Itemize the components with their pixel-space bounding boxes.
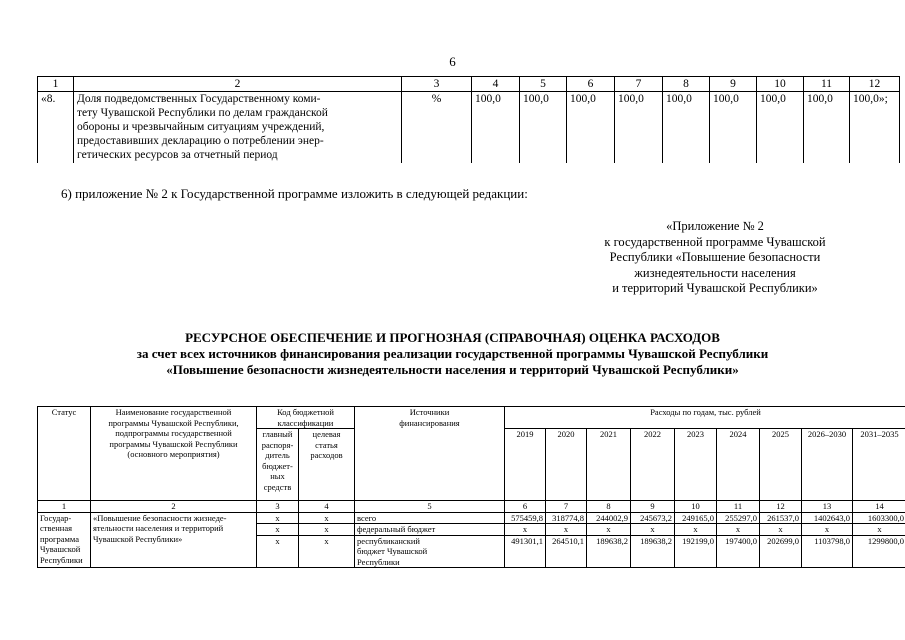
header-name-line: Наименование государственной [115,407,232,417]
column-number: 14 [853,501,905,513]
value-cell: 318774,8 [546,512,587,524]
title-line: за счет всех источников финансирования реализации государственной программы Чувашской Республики [136,346,769,361]
cs-cell: x [299,524,355,536]
column-number: 1 [38,501,91,513]
value-cell: 189638,2 [587,535,631,568]
header-main-manager [257,429,299,501]
header-cell: 3 [402,77,472,92]
value-cell: 100,0 [567,92,615,163]
table-row [38,512,905,524]
value-cell: 100,0 [615,92,663,163]
value-cell: x [546,524,587,536]
year-header: 2020 [546,429,587,501]
value-cell: 245673,2 [631,512,675,524]
header-code-line: Код бюджетной [277,407,334,417]
value-cell: 189638,2 [631,535,675,568]
header-cell: 4 [472,77,520,92]
status-line: ственная [40,523,73,533]
table-row [38,92,900,163]
value-cell: 100,0 [472,92,520,163]
header-name-line: (основного мероприятия) [127,449,220,459]
header-status: Статус [38,407,91,501]
column-number: 4 [299,501,355,513]
column-number: 10 [675,501,717,513]
status-line: Чувашской [40,544,81,554]
header-cell: 10 [757,77,804,92]
header-sources [355,407,505,501]
value-cell: 1603300,0 [853,512,905,524]
header-cell: 9 [710,77,757,92]
header-name-line: подпрограммы государственной [115,428,232,438]
value-cell: 261537,0 [760,512,802,524]
indicator-name-line: предоставивших декларацию о потреблении энер- [77,135,324,147]
gl-cell: x [257,524,299,536]
appendix-line: и территорий Чувашской Республики» [612,281,818,295]
column-number: 12 [760,501,802,513]
value-cell: 192199,0 [675,535,717,568]
program-name-line: ятельности населения и территорий [93,523,224,533]
value-cell: 100,0 [520,92,567,163]
header-gl-line: ных [270,471,285,481]
column-number: 11 [717,501,760,513]
value-cell: 491301,1 [505,535,546,568]
value-cell: x [631,524,675,536]
source-line: Республики [357,556,400,567]
indicator-table [37,76,900,163]
header-cell: 8 [663,77,710,92]
column-number: 2 [91,501,257,513]
source-line: бюджет Чувашской [357,546,428,556]
program-name-line: «Повышение безопасности жизнеде- [93,512,227,523]
header-gl-line: дитель [265,450,290,460]
column-number: 3 [257,501,299,513]
appendix-line: жизнедеятельности населения [634,265,796,280]
status-cell [38,512,91,568]
year-header: 2026–2030 [802,429,853,501]
header-name-line: программы Чувашской Республики [109,438,238,449]
value-cell: x [717,524,760,536]
value-cell: 202699,0 [760,535,802,568]
value-cell: 100,0 [804,92,850,163]
year-header: 2024 [717,429,760,501]
header-sources-line: Источники [409,407,450,417]
value-cell: 255297,0 [717,512,760,524]
status-line: Государ- [40,512,72,523]
header-cs-line: расходов [310,450,343,460]
year-header: 2021 [587,429,631,501]
source-cell: всего [355,512,505,524]
value-cell: x [505,524,546,536]
value-cell: 1103798,0 [802,535,853,568]
cs-cell: x [299,535,355,568]
header-code-line: классификации [277,417,334,428]
value-cell: 100,0 [663,92,710,163]
header-budget-code [257,407,355,429]
header-target-article [299,429,355,501]
page-number: 6 [449,54,456,69]
header-name [91,407,257,501]
column-number: 9 [631,501,675,513]
value-cell: 100,0 [757,92,804,163]
appendix-line: Республики «Повышение безопасности [609,250,821,264]
value-cell: x [802,524,853,536]
header-gl-line: бюджет- [262,460,293,471]
indicator-name [74,92,402,163]
column-number: 7 [546,501,587,513]
column-number: 5 [355,501,505,513]
year-header: 2025 [760,429,802,501]
document-title [0,330,905,378]
column-number-row [38,501,905,513]
cs-cell: x [299,512,355,524]
indicator-name-line: обороны и чрезвычайным ситуациям учреждений, [77,121,325,133]
appendix-line: «Приложение № 2 [666,219,764,233]
column-number: 6 [505,501,546,513]
appendix-header [563,219,867,297]
appendix-line: к государственной программе Чувашской [604,234,826,249]
value-cell: x [587,524,631,536]
gl-cell: x [257,512,299,524]
status-line: программа [40,533,80,544]
value-cell: 249165,0 [675,512,717,524]
amendment-paragraph: 6) приложение № 2 к Государственной программе изложить в следующей редакции: [61,186,528,201]
year-header: 2022 [631,429,675,501]
column-number: 13 [802,501,853,513]
program-name-line: Чувашской Республики» [93,533,183,544]
year-header: 2031–2035 [853,429,905,501]
value-cell: x [760,524,802,536]
header-gl-line: средств [263,481,292,492]
value-cell: x [853,524,905,536]
header-cell: 7 [615,77,663,92]
source-cell [355,535,505,568]
indicator-name-line: гетических ресурсов за отчетный период [77,149,278,161]
header-gl-line: распоря- [261,439,294,450]
unit-cell: % [402,92,472,163]
header-name-line: программы Чувашской Республики, [108,417,239,428]
header-cell: 6 [567,77,615,92]
value-cell: 197400,0 [717,535,760,568]
header-cell: 2 [74,77,402,92]
table-header-row [38,77,900,92]
header-cell: 12 [850,77,900,92]
indicator-name-line: тету Чувашской Республики по делам гражданской [77,107,328,119]
source-cell: федеральный бюджет [355,524,505,536]
value-cell: 1402643,0 [802,512,853,524]
gl-cell: x [257,535,299,568]
year-header: 2019 [505,429,546,501]
header-cs-line: целевая [312,429,341,439]
source-line: республиканский [357,535,420,546]
value-cell: 575459,8 [505,512,546,524]
status-line: Республики [40,554,83,565]
value-cell: 100,0 [710,92,757,163]
value-cell: 264510,1 [546,535,587,568]
expenses-table [37,406,905,568]
header-cell: 1 [38,77,74,92]
value-cell: 100,0»; [850,92,900,163]
header-expenses: Расходы по годам, тыс. рублей [505,407,905,429]
title-line: РЕСУРСНОЕ ОБЕСПЕЧЕНИЕ И ПРОГНОЗНАЯ (СПРАВОЧНАЯ) ОЦЕНКА РАСХОДОВ [185,330,720,345]
header-gl-line: главный [262,429,293,439]
value-cell: 1299800,0 [853,535,905,568]
header-sources-line: финансирования [399,417,460,428]
header-cell: 11 [804,77,850,92]
row-number: «8. [38,92,74,163]
value-cell: 244002,9 [587,512,631,524]
title-line: «Повышение безопасности жизнедеятельности населения и территорий Чувашской Республики» [166,362,739,377]
year-header: 2023 [675,429,717,501]
header-cs-line: статья [315,439,338,450]
header-cell: 5 [520,77,567,92]
indicator-name-line: Доля подведомственных Государственному коми- [77,93,321,105]
value-cell: x [675,524,717,536]
column-number: 8 [587,501,631,513]
program-name-cell [91,512,257,568]
